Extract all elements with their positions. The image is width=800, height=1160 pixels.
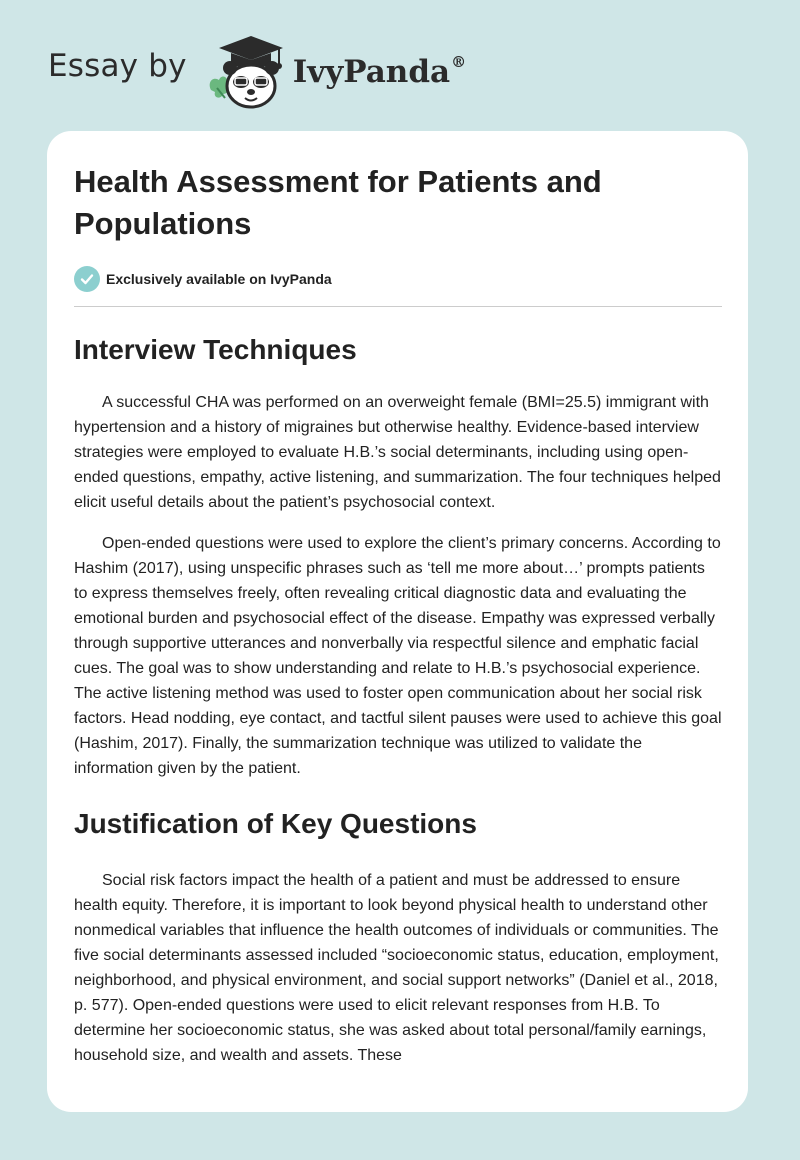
essay-by-label: Essay by bbox=[48, 48, 187, 84]
section-heading-justification-of-key-questions: Justification of Key Questions bbox=[74, 808, 477, 839]
section-heading-interview-techniques: Interview Techniques bbox=[74, 334, 357, 365]
registered-mark: ® bbox=[451, 52, 467, 71]
paragraph: A successful CHA was performed on an overweight female (BMI=25.5) immigrant with hypertension and a history of migraines but otherwise healthy. Evidence-based interview strategies were employed to evaluate H.B.’s social determinants, including using open-ended questions, empathy, active listening, and summarization. The four techniques helped elicit useful details about the patient’s psychosocial context. bbox=[74, 394, 721, 511]
checkmark-circle-icon bbox=[74, 266, 100, 292]
badge-label: Exclusively available on IvyPanda bbox=[106, 271, 332, 287]
divider bbox=[74, 306, 722, 307]
paragraph: Social risk factors impact the health of a patient and must be addressed to ensure health equity. Therefore, it is important to look beyond physical health to understand other nonmedical variables that influence the health outcomes of individuals or communities. The five social determinants assessed included “socioeconomic status, education, employment, neighborhood, and physical environment, and social support networks” (Daniel et al., 2018, p. 577). Open-ended questions were used to elicit relevant responses from H.B. To determine her socioeconomic status, she was asked about total personal/family earnings, household size, and wealth and assets. These bbox=[74, 872, 719, 1064]
exclusive-badge bbox=[74, 265, 722, 293]
essay-card bbox=[47, 131, 748, 1112]
site-header bbox=[48, 30, 466, 110]
panda-logo-icon bbox=[201, 30, 287, 110]
page-title: Health Assessment for Patients and Populations bbox=[74, 164, 602, 241]
brand-name: IvyPanda® bbox=[292, 52, 467, 90]
essay-content bbox=[74, 161, 722, 1068]
paragraph: Open-ended questions were used to explore the client’s primary concerns. According to Hashim (2017), using unspecific phrases such as ‘tell me more about…’ prompts patients to express themselves freely, often revealing critical diagnostic data and evaluating the emotional burden and psychosocial effect of the disease. Empathy was expressed verbally through supportive utterances and nonverbally via respectful silence and emphatic facial cues. The goal was to show understanding and relate to H.B.’s psychosocial experience. The active listening method was used to foster open communication about her social risk factors. Head nodding, eye contact, and tactful silent pauses were used to achieve this goal (Hashim, 2017). Finally, the summarization technique was utilized to validate the information given by the patient. bbox=[74, 535, 722, 777]
